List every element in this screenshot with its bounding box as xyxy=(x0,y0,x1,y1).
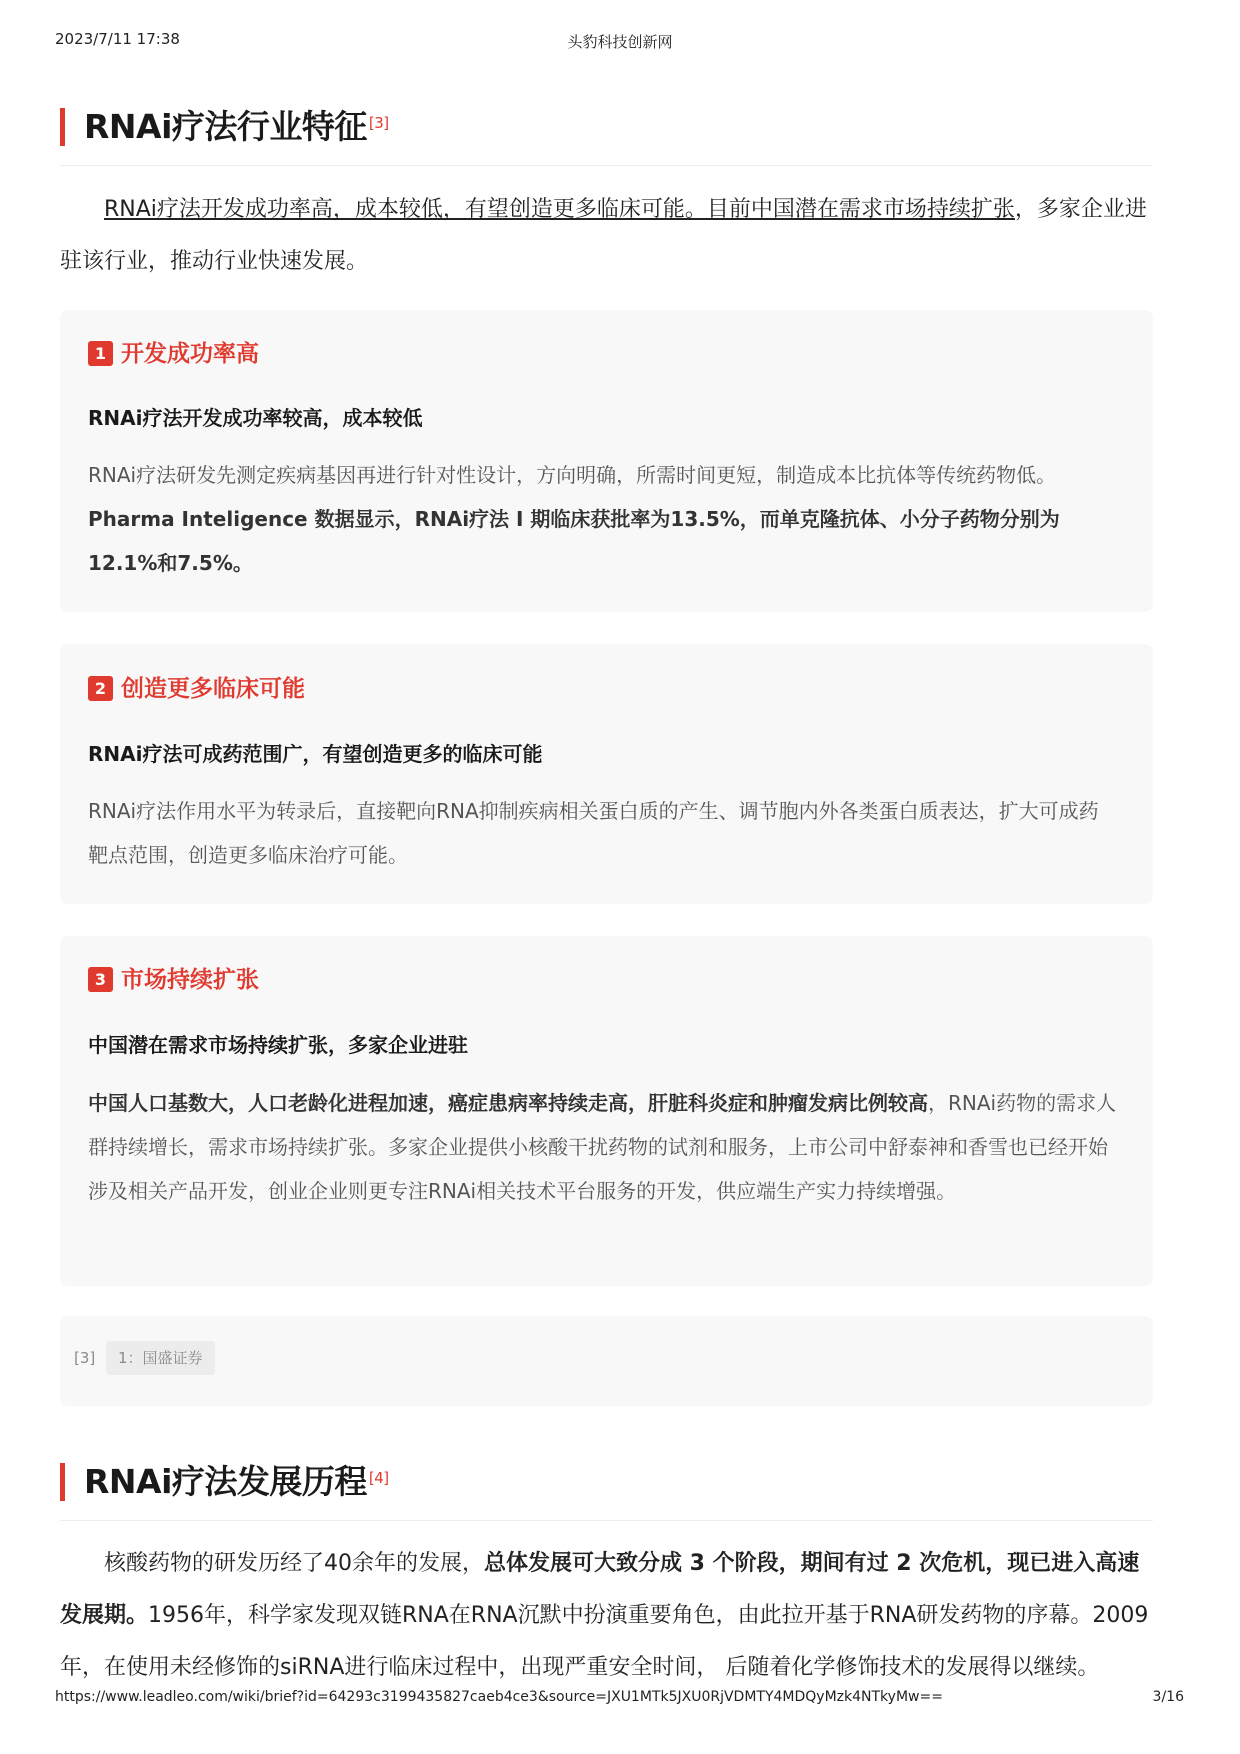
reference-box xyxy=(60,1316,1153,1406)
card-number-badge: 3 xyxy=(88,967,113,992)
citation-link[interactable]: [3] xyxy=(368,114,389,132)
feature-card-3 xyxy=(60,936,1153,1286)
card-number-badge: 1 xyxy=(88,341,113,366)
footer-url: https://www.leadleo.com/wiki/brief?id=64293c3199435827caeb4ce3&source=JXU1MTk5JXU0RjVDMTY4MDQyMzk4NTkyMw== xyxy=(55,1689,943,1705)
card-body: 中国人口基数大，人口老龄化进程加速，癌症患病率持续走高，肝脏科炎症和肿瘤发病比例较高，RNAi药物的需求人群持续增长，需求市场持续扩张。多家企业提供小核酸干扰药物的试剂和服务，上市公司中舒泰神和香雪也已经开始涉及相关产品开发，创业企业则更专注RNAi相关技术平台服务的开发，供应端生产实力持续增强。 xyxy=(88,1091,1117,1203)
intro-paragraph xyxy=(60,184,1153,288)
card-title: 市场持续扩张 xyxy=(121,967,259,993)
card-subtitle: 中国潜在需求市场持续扩张，多家企业进驻 xyxy=(88,1033,468,1057)
title-accent-bar xyxy=(60,108,65,146)
feature-card-2 xyxy=(60,644,1153,904)
intro-underlined: RNAi疗法开发成功率高，成本较低，有望创造更多临床可能。目前中国潜在需求市场持续扩张 xyxy=(104,197,1015,222)
reference-source-tag[interactable]: 1：国盛证券 xyxy=(106,1341,215,1375)
history-paragraph: 核酸药物的研发历经了40余年的发展，总体发展可大致分成 3 个阶段，期间有过 2 次危机，现已进入高速发展期。1956年，科学家发现双链RNA在RNA沉默中扮演重要角色，由此拉开基于RNA研发药物的序幕。2009年，在使用未经修饰的siRNA进行临床过程中，出现严重安全时间， 后随着化学修饰技术的发展得以继续。 xyxy=(60,1551,1149,1680)
card-body: RNAi疗法作用水平为转录后，直接靶向RNA抑制疾病相关蛋白质的产生、调节胞内外各类蛋白质表达，扩大可成药靶点范围，创造更多临床治疗可能。 xyxy=(88,799,1099,867)
section-title-text: RNAi疗法发展历程 xyxy=(84,1462,367,1501)
card-subtitle: RNAi疗法开发成功率较高，成本较低 xyxy=(88,406,423,430)
feature-card-1 xyxy=(60,310,1153,612)
card-subtitle: RNAi疗法可成药范围广，有望创造更多的临床可能 xyxy=(88,742,543,766)
section-title-history xyxy=(60,1460,1153,1521)
card-title: 创造更多临床可能 xyxy=(121,676,305,702)
page-number: 3/16 xyxy=(1152,1689,1184,1705)
section-title-features xyxy=(60,105,1153,166)
reference-number: [3] xyxy=(74,1349,96,1367)
card-number-badge: 2 xyxy=(88,676,113,701)
section-title-text: RNAi疗法行业特征 xyxy=(84,107,367,146)
intro-rest: ，多家企业进驻该行业，推动行业快速发展。 xyxy=(60,197,1147,274)
card-title: 开发成功率高 xyxy=(121,341,259,367)
citation-link[interactable]: [4] xyxy=(368,1469,389,1487)
title-accent-bar xyxy=(60,1463,65,1501)
card-body: RNAi疗法研发先测定疾病基因再进行针对性设计，方向明确，所需时间更短，制造成本比抗体等传统药物低。Pharma Inteligence 数据显示，RNAi疗法 I 期临床获批率为13.5%，而单克隆抗体、小分子药物分别为12.1%和7.5%。 xyxy=(88,463,1060,575)
print-datetime: 2023/7/11 17:38 xyxy=(55,30,180,48)
site-name: 头豹科技创新网 xyxy=(567,33,673,51)
